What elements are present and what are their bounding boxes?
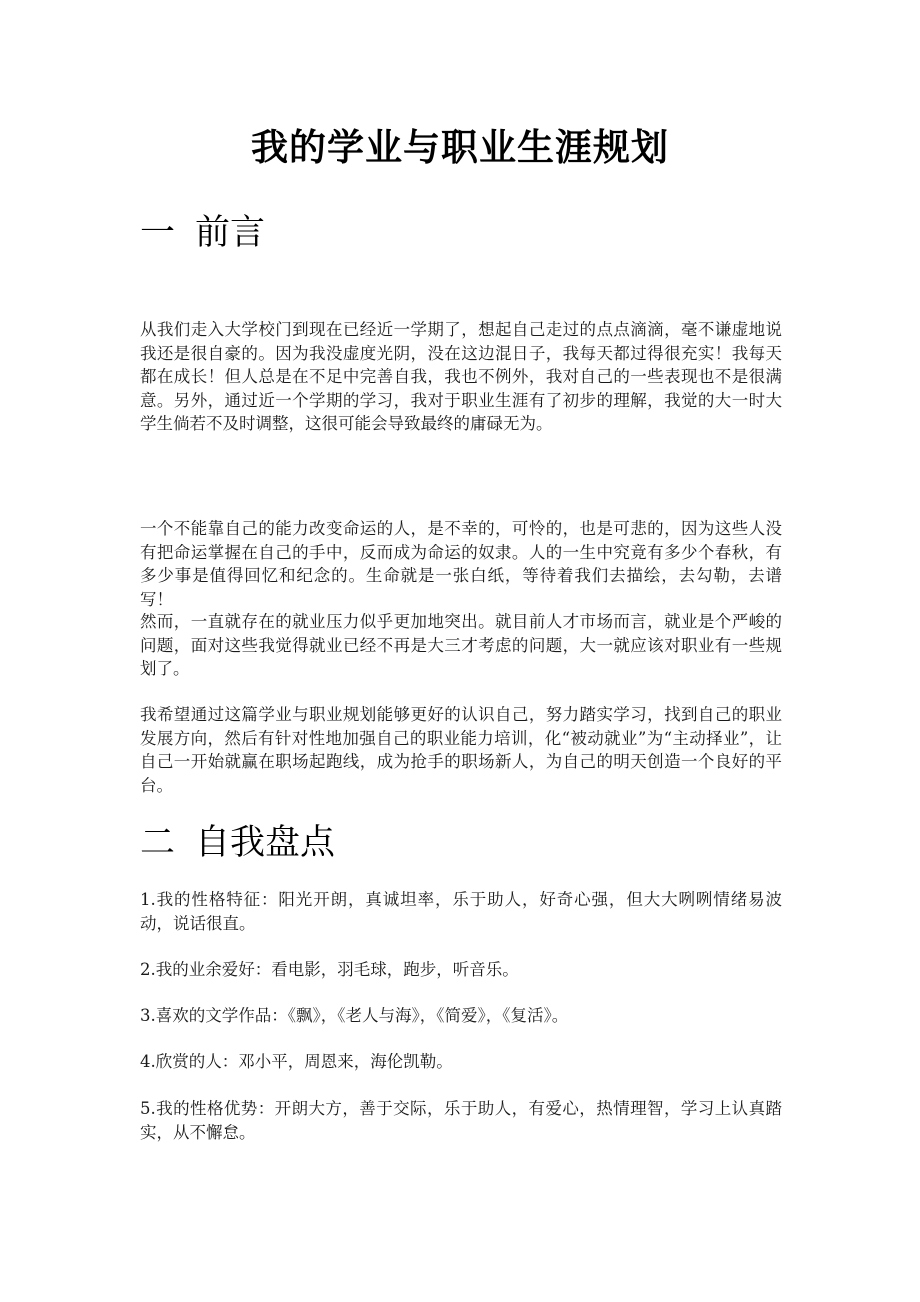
section-number: 一 [140,213,176,253]
section-title: 前言 [195,213,266,253]
list-item: 5.我的性格优势：开朗大方，善于交际，乐于助人，有爱心，热情理智，学习上认真踏实，从不懈怠。 [140,1099,782,1142]
document-title: 我的学业与职业生涯规划 [251,126,669,169]
list-item: 3.喜欢的文学作品：《飘》，《老人与海》，《简爱》，《复活》。 [140,1006,569,1025]
list-item: 4.欣赏的人：邓小平，周恩来，海伦凯勒。 [140,1052,453,1071]
paragraph: 然而，一直就存在的就业压力似乎更加地突出。就目前人才市场而言，就业是个严峻的问题，面对这些我觉得就业已经不再是大三才考虑的问题，大一就应该对职业有一些规划了。 [140,612,782,679]
section-number: 二 [140,823,176,863]
paragraph: 我希望通过这篇学业与职业规划能够更好的认识自己，努力踏实学习，找到自己的职业发展方向，然后有针对性地加强自己的职业能力培训，化“被动就业”为“主动择业”，让自己一开始就赢在职场起跑线，成为抢手的职场新人，为自己的明天创造一个良好的平台。 [140,705,782,795]
list-item: 1.我的性格特征：阳光开朗，真诚坦率，乐于助人，好奇心强，但大大咧咧情绪易波动，说话很直。 [140,890,782,933]
paragraph: 一个不能靠自己的能力改变命运的人，是不幸的，可怜的，也是可悲的，因为这些人没有把命运掌握在自己的手中，反而成为命运的奴隶。人的一生中究竟有多少个春秋，有多少事是值得回忆和纪念的。生命就是一张白纸，等待着我们去描绘，去勾勒，去谱写！ [140,519,782,609]
section-heading-preface [140,210,265,256]
paragraph: 从我们走入大学校门到现在已经近一学期了，想起自己走过的点点滴滴，毫不谦虚地说我还是很自豪的。因为我没虚度光阴，没在这边混日子，我每天都过得很充实！我每天都在成长！但人总是在不足中完善自我，我也不例外，我对自己的一些表现也不是很满意。另外，通过近一个学期的学习，我对于职业生涯有了初步的理解，我觉的大一时大学生倘若不及时调整，这很可能会导致最终的庸碌无为。 [140,320,782,434]
section-title: 自我盘点 [195,823,336,863]
list-item: 2.我的业余爱好：看电影，羽毛球，跑步，听音乐。 [140,960,519,979]
section-heading-self-assessment [140,820,335,866]
